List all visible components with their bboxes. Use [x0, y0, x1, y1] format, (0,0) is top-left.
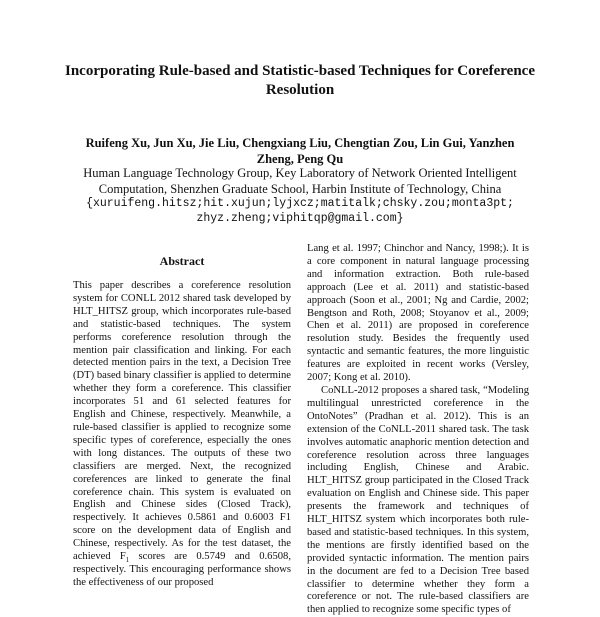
abstract-text — [73, 280, 291, 590]
f1-subscript: 1 — [125, 556, 130, 565]
abstract-text-part1: This paper describes a coreference resolution system for CONLL 2012 shared task developed by HLT_HITSZ group, which incorporates rule-based and statistic-based techniques. The system performs coreference resolution through the mention pair classification and linking. For each detected mention pairs in the text, a Decision Tree (DT) based binary classifier is applied to determine whether they form a coreference. This classifier incorporates 51 and 61 selected features for English and Chinese, respectively. Meanwhile, a rule-based classifier is applied to recognize some specific types of coreference, especially the ones with long distances. The outputs of these two classifiers are merged. Next, the recognized coreferences are linked to generate the final coreference chain. This system is evaluated on English and Chinese sides (Closed Track), respectively. It achieves 0.5861 and 0.6003 F1 score on the development data of English and Chinese, respectively. As for the test dataset, the achieved F — [73, 280, 291, 563]
intro-paragraph-2: CoNLL-2012 proposes a shared task, “Modeling multilingual unrestricted coreference in the OntoNotes” (Pradhan et al. 2012). This is an extension of the CoNLL-2011 shared task. The task involves automatic anaphoric mention detection and coreference resolution across three languages including English, Chinese and Arabic. HLT_HITSZ group participated in the Closed Track evaluation on English and Chinese side. This paper presents the framework and techniques of HLT_HITSZ system which incorporates both rule-based and statistic-based techniques. In this system, the mentions are firstly identified based on the provided syntactic information. The mention pairs in the document are fed to a Decision Tree based classifier to determine whether they form a coreference or not. The rule-based classifiers are then applied to recognize some specific types of — [307, 384, 529, 616]
author-list: Ruifeng Xu, Jun Xu, Jie Liu, Chengxiang Liu, Chengtian Zou, Lin Gui, Yanzhen Zheng, Peng Qu — [85, 136, 515, 166]
abstract-text-part2: scores are 0.5749 and 0.6508, respectively. This encouraging performance shows the effectiveness of our proposed — [73, 551, 292, 588]
affiliation: Human Language Technology Group, Key Laboratory of Network Oriented Intelligent Computation, Shenzhen Graduate School, Harbin Institute of Technology, China — [83, 166, 517, 196]
intro-paragraph-1: Lang et al. 1997; Chinchor and Nancy, 1998;). It is a core component in natural language processing and information extraction. Both rule-based approach (Lee et al. 2011) and statistic-based approach (Soon et al., 2001; Ng and Cardie, 2002; Bengtson and Roth, 2008; Stoyanov et al., 2009; Chen et al. 2011) are proposed in coreference resolution study. Besides the frequently used syntactic and semantic features, the more linguistic features are exploited in recent works (Versley, 2007; Kong et al. 2010). — [307, 243, 529, 384]
abstract-heading: Abstract — [159, 254, 205, 268]
introduction-body — [307, 243, 529, 617]
abstract-body — [73, 280, 291, 590]
paper-title: Incorporating Rule-based and Statistic-based Techniques for Coreference Resolution — [64, 63, 535, 98]
author-emails: {xuruifeng.hitsz;hit.xujun;lyjxcz;matitalk;chsky.zou;monta3pt; zhyz.zheng;viphitqp@gmail.com} — [86, 197, 514, 225]
